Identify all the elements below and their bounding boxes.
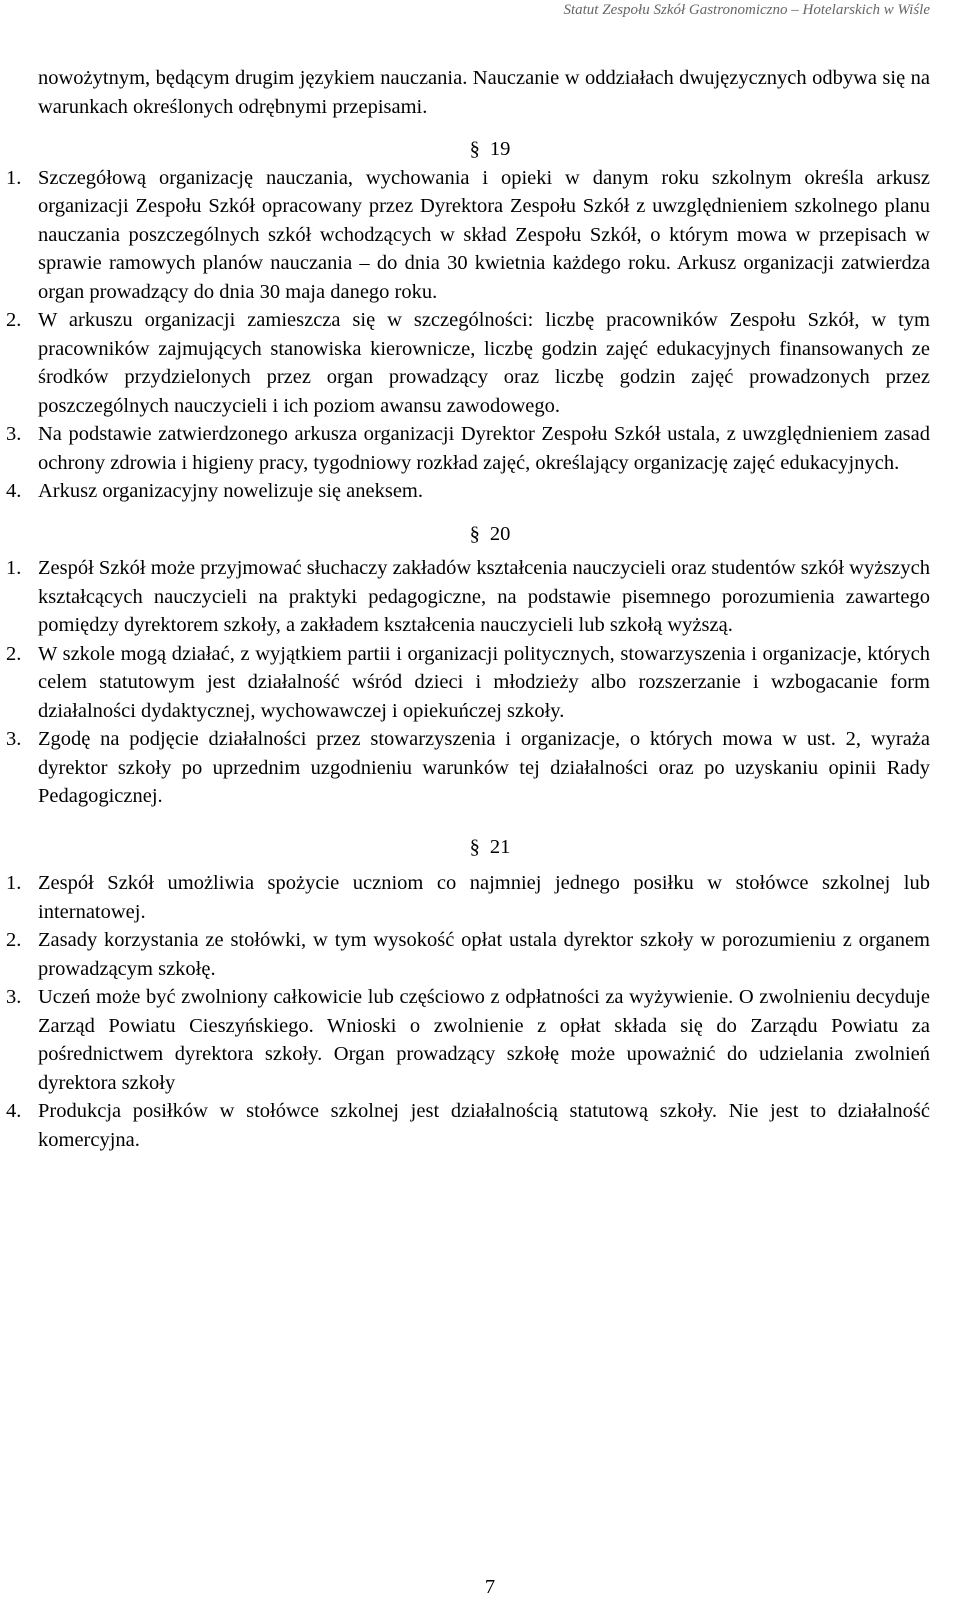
section-number: 20 <box>489 522 511 545</box>
list-item <box>0 477 960 506</box>
item-number: 1. <box>6 166 22 189</box>
section-19 <box>0 135 960 506</box>
item-number: 4. <box>6 480 22 502</box>
item-text: W arkuszu organizacji zamieszcza się w szczególności: liczbę pracowników Zespołu Szkół, w tym pracowników zajmujących stanowiska kierownicze, liczbę godzin zajęć edukacyjnych finansowanych ze środków przydzielonych przez organ prowadzący oraz liczbę godzin zajęć prowadzonych przez poszczególnych nauczycieli i ich poziom awansu zawodowego. <box>38 309 930 417</box>
list-item <box>0 640 960 726</box>
section-20 <box>0 520 960 811</box>
section-heading <box>0 833 960 862</box>
section-21 <box>0 833 960 1155</box>
list-item <box>0 869 960 926</box>
section-symbol: § <box>469 522 480 545</box>
list-item <box>0 983 960 1097</box>
item-number: 1. <box>6 557 22 579</box>
item-number: 2. <box>6 642 22 665</box>
item-text: Zespół Szkół umożliwia spożycie uczniom co najmniej jednego posiłku w stołówce szkolnej lub internatowej. <box>38 872 930 923</box>
page-number: 7 <box>484 1576 496 1598</box>
item-number: 4. <box>6 1100 22 1122</box>
section-heading <box>0 520 960 549</box>
item-number: 2. <box>6 309 22 331</box>
list-item <box>0 420 960 477</box>
item-text: Zgodę na podjęcie działalności przez stowarzyszenia i organizacje, o których mowa w ust. 2, wyraża dyrektor szkoły po uprzednim uzgodnieniu warunków tej działalności oraz po uzyskaniu opinii Rady Pedagogicznej. <box>38 728 930 807</box>
section-heading <box>0 135 960 164</box>
running-header: Statut Zespołu Szkół Gastronomiczno – Hotelarskich w Wiśle <box>563 2 930 18</box>
item-text: Uczeń może być zwolniony całkowicie lub częściowo z odpłatności za wyżywienie. O zwolnieniu decyduje Zarząd Powiatu Cieszyńskiego. Wnioski o zwolnienie z opłat składa się do Zarządu Powiatu za pośrednictwem dyrektora szkoły. Organ prowadzący szkołę może upoważnić do udzielania zwolnień dyrektora szkoły <box>38 986 930 1094</box>
item-number: 3. <box>6 423 22 445</box>
list-item <box>0 926 960 983</box>
item-text: Zasady korzystania ze stołówki, w tym wysokość opłat ustala dyrektor szkoły w porozumieniu z organem prowadzącym szkołę. <box>38 929 930 980</box>
item-number: 1. <box>6 872 22 894</box>
list-item <box>0 554 960 640</box>
intro-paragraph: nowożytnym, będącym drugim językiem nauczania. Nauczanie w oddziałach dwujęzycznych odbywa się na warunkach określonych odrębnymi przepisami. <box>38 67 930 118</box>
item-text: Szczegółową organizację nauczania, wychowania i opieki w danym roku szkolnym określa arkusz organizacji Zespołu Szkół opracowany przez Dyrektora Zespołu Szkół z uwzględnieniem szkolnego planu nauczania poszczególnych szkół wchodzących w skład Zespołu Szkół, o którym mowa w przepisach w sprawie ramowych planów nauczania – do dnia 30 kwietnia każdego roku. Arkusz organizacji zatwierdza organ prowadzący do dnia 30 maja danego roku. <box>38 166 930 303</box>
section-symbol: § <box>469 138 480 160</box>
item-text: Produkcja posiłków w stołówce szkolnej jest działalnością statutową szkoły. Nie jest to działalność komercyjna. <box>38 1100 930 1151</box>
document-body <box>0 64 960 1154</box>
item-text: Na podstawie zatwierdzonego arkusza organizacji Dyrektor Zespołu Szkół ustala, z uwzględnieniem zasad ochrony zdrowia i higieny pracy, tygodniowy rozkład zajęć, określający organizację zajęć edukacyjnych. <box>38 423 930 474</box>
item-text: W szkole mogą działać, z wyjątkiem partii i organizacji politycznych, stowarzyszenia i organizacje, których celem statutowym jest działalność wśród dzieci i młodzieży albo rozszerzanie i wzbogacanie form działalności dydaktycznej, wychowawczej i opiekuńczej szkoły. <box>38 642 930 722</box>
item-text: Arkusz organizacyjny nowelizuje się aneksem. <box>38 480 424 502</box>
item-number: 3. <box>6 986 22 1008</box>
item-number: 3. <box>6 728 22 750</box>
section-symbol: § <box>469 835 480 858</box>
item-text: Zespół Szkół może przyjmować słuchaczy zakładów kształcenia nauczycieli oraz studentów szkół wyższych kształcących nauczycieli na praktyki pedagogiczne, na podstawie pisemnego porozumienia zawartego pomiędzy dyrektorem szkoły, a zakładem kształcenia nauczycieli lub szkołą wyższą. <box>38 557 930 636</box>
item-number: 2. <box>6 929 22 951</box>
list-item <box>0 1097 960 1154</box>
section-number: 19 <box>489 138 511 160</box>
list-item <box>0 164 960 307</box>
section-number: 21 <box>489 835 511 858</box>
list-item <box>0 306 960 420</box>
list-item <box>0 725 960 811</box>
